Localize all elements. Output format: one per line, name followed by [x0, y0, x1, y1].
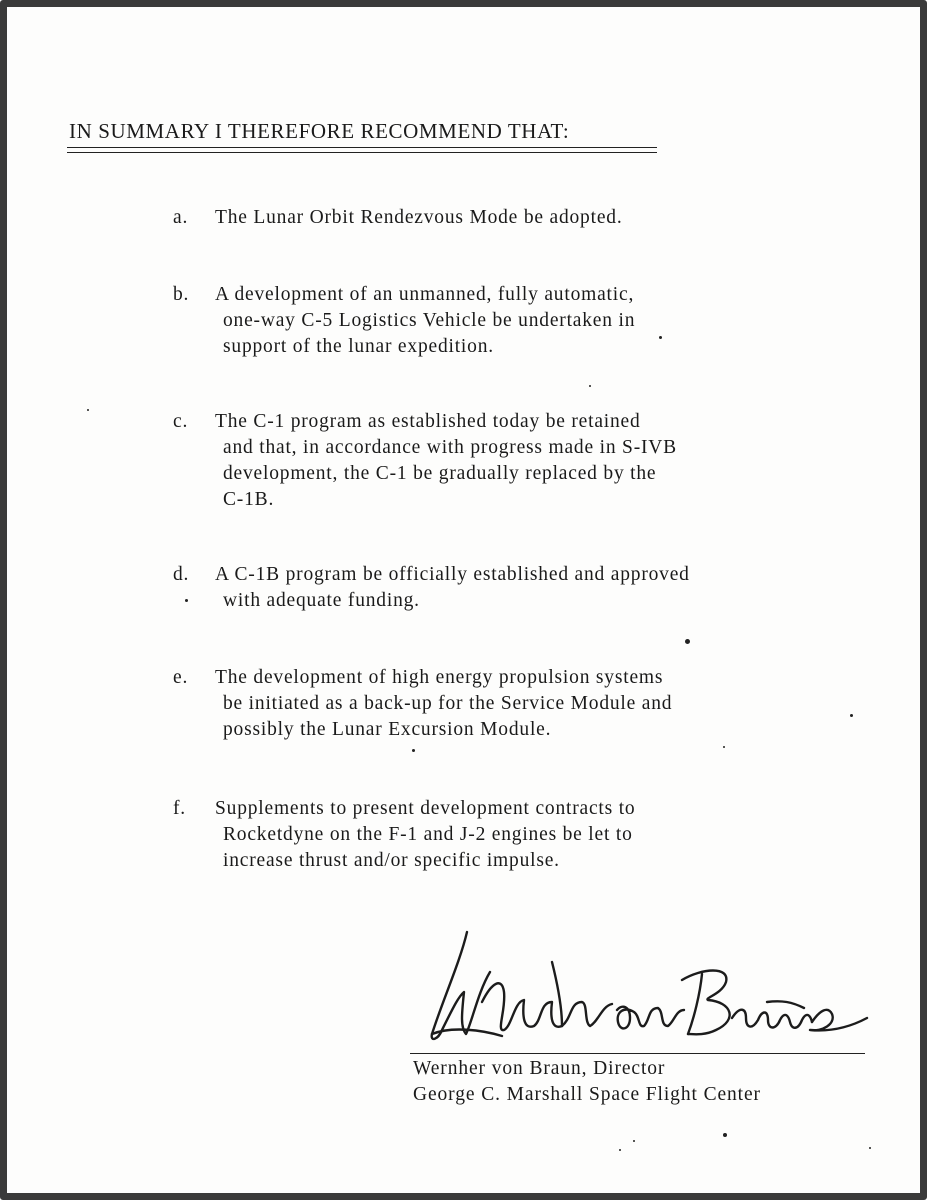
scan-speck: [685, 639, 690, 644]
item-text-line: A C-1B program be officially established and approved: [215, 564, 690, 585]
item-text-line: increase thrust and/or specific impulse.: [223, 850, 560, 871]
heading-underline: [67, 147, 657, 148]
item-text-line: C-1B.: [223, 489, 275, 510]
scan-speck: [412, 749, 415, 752]
item-text-line: with adequate funding.: [223, 590, 420, 611]
scan-speck: [850, 714, 853, 717]
item-text-line: Supplements to present development contracts to: [215, 798, 636, 819]
signature-image: [412, 922, 872, 1057]
item-text-line: Rocketdyne on the F-1 and J-2 engines be let to: [223, 824, 633, 845]
item-text-line: possibly the Lunar Excursion Module.: [223, 719, 552, 740]
recommendation-item-b: [173, 282, 635, 360]
item-letter: e.: [173, 667, 189, 688]
scan-speck: [589, 385, 591, 387]
item-text-line: development, the C-1 be gradually replaced by the: [223, 463, 657, 484]
scan-speck: [659, 336, 662, 339]
item-letter: c.: [173, 411, 189, 432]
handwritten-signature: [412, 922, 872, 1057]
heading-double-underline: [67, 152, 657, 153]
item-text-line: The C-1 program as established today be retained: [215, 411, 641, 432]
item-text-line: one-way C-5 Logistics Vehicle be undertaken in: [223, 310, 636, 331]
recommendation-item-f: [173, 796, 635, 874]
scan-speck: [723, 1133, 727, 1137]
scan-speck: [619, 1149, 621, 1151]
scan-speck: [723, 746, 725, 748]
recommendation-item-a: [173, 205, 623, 231]
item-letter: a.: [173, 207, 189, 228]
recommendation-item-c: [173, 409, 677, 513]
scan-speck: [633, 1140, 635, 1142]
item-text-line: support of the lunar expedition.: [223, 336, 494, 357]
item-text-line: and that, in accordance with progress made in S-IVB: [223, 437, 677, 458]
item-text-line: be initiated as a back-up for the Service Module and: [223, 693, 673, 714]
signature-line: [410, 1053, 865, 1054]
signatory-name-title: Wernher von Braun, Director: [413, 1058, 666, 1079]
item-letter: d.: [173, 564, 190, 585]
scan-speck: [869, 1147, 871, 1149]
item-letter: f.: [173, 798, 186, 819]
item-letter: b.: [173, 284, 190, 305]
scan-speck: [185, 599, 188, 602]
item-text-line: A development of an unmanned, fully automatic,: [215, 284, 635, 305]
recommendation-item-d: [173, 562, 690, 614]
summary-heading: IN SUMMARY I THEREFORE RECOMMEND THAT:: [69, 119, 570, 143]
recommendation-item-e: [173, 665, 672, 743]
item-text-line: The development of high energy propulsion systems: [215, 667, 664, 688]
signatory-organization: George C. Marshall Space Flight Center: [413, 1084, 761, 1105]
item-text-line: The Lunar Orbit Rendezvous Mode be adopted.: [215, 207, 623, 228]
scan-speck: [87, 409, 89, 411]
